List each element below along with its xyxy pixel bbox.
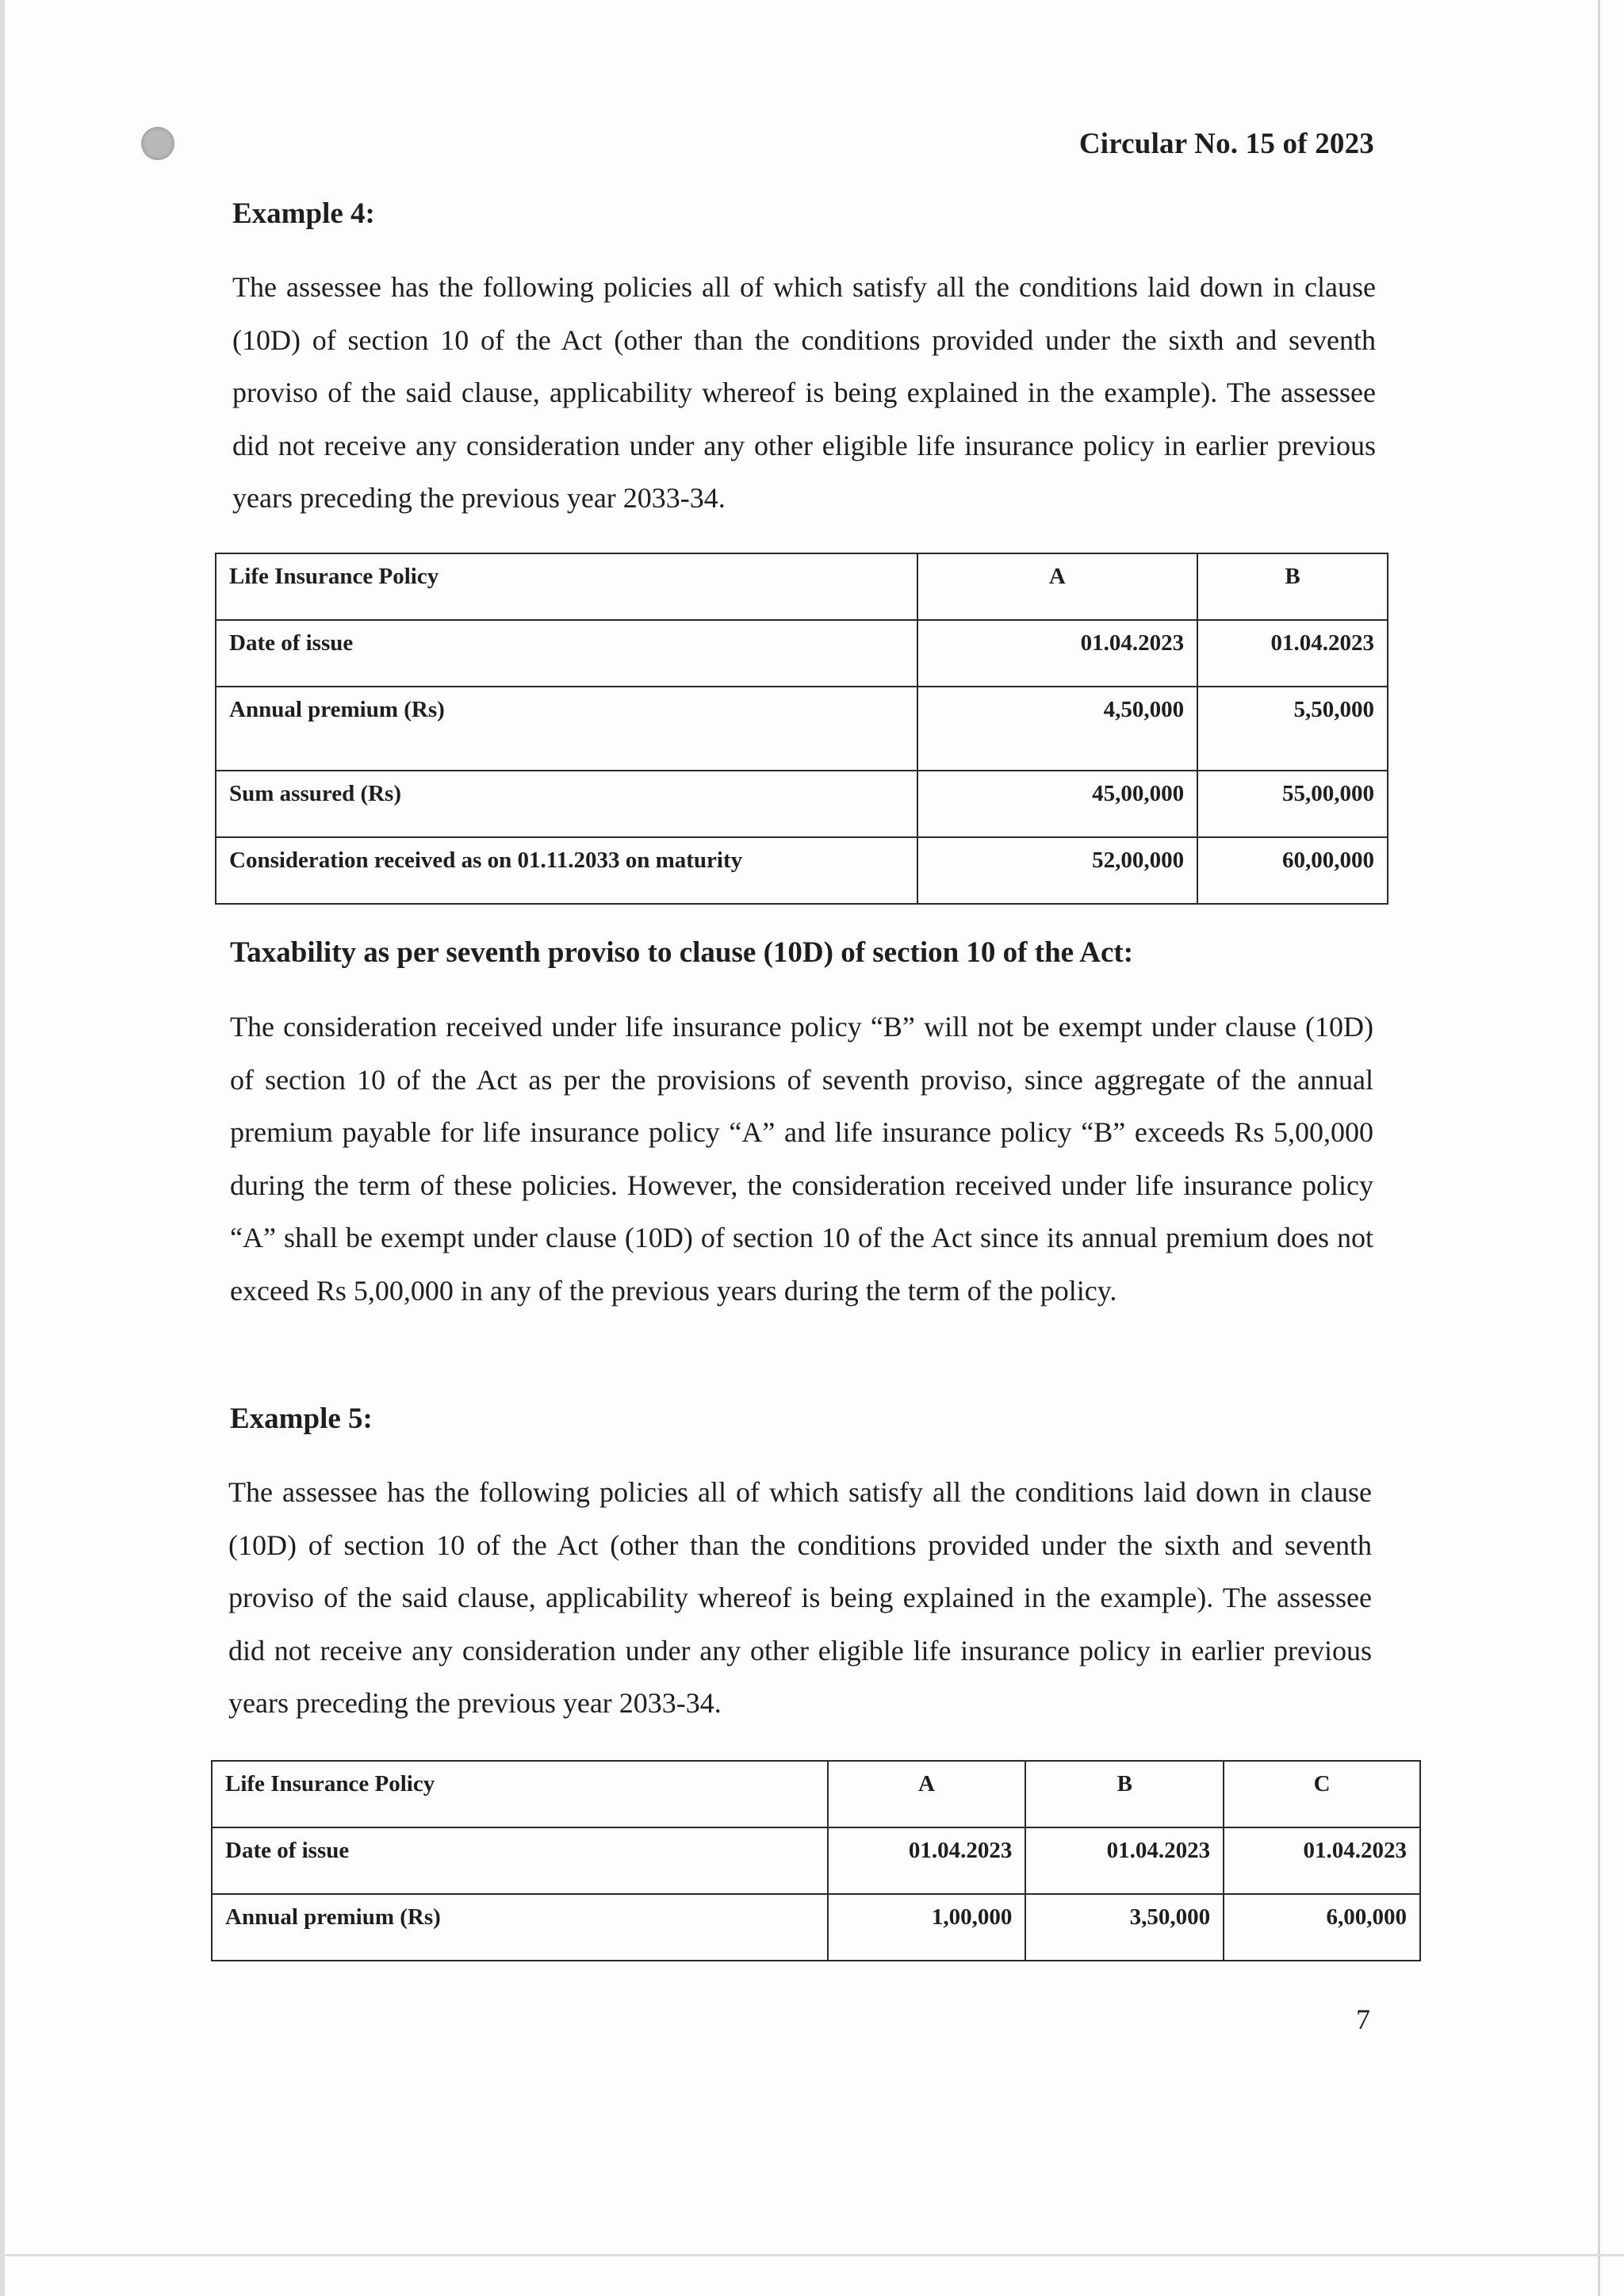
table-cell: 01.04.2023 [828,1827,1026,1894]
table-cell: 5,50,000 [1197,687,1388,771]
table-cell: 01.04.2023 [1025,1827,1224,1894]
punch-hole-mark [141,127,174,160]
table-cell: 4,50,000 [917,687,1198,771]
table-row [216,687,1388,771]
table-cell: Date of issue [216,620,917,687]
taxability-paragraph: The consideration received under life insurance policy “B” will not be exempt under clause (10D) of section 10 of the Act as per the provisions of seventh proviso, since aggregate of the annual premium payable for life insurance policy “A” and life insurance policy “B” exceeds Rs 5,00,000 during the term of these policies. However, the consideration received under life insurance policy “A” shall be exempt under clause (10D) of section 10 of the Act since its annual premium does not exceed Rs 5,00,000 in any of the previous years during the term of the policy. [230,1011,1373,1307]
table-cell: A [917,553,1198,620]
table-cell: 1,00,000 [828,1894,1026,1961]
page-edge-bottom [0,2254,1624,2256]
example-4-paragraph: The assessee has the following policies all of which satisfy all the conditions laid down in clause (10D) of section 10 of the Act (other than the conditions provided under the sixth and seventh proviso of the said clause, applicability whereof is being explained in the example). The assessee did not receive any consideration under any other eligible life insurance policy in earlier previous years preceding the previous year 2033-34. [232,271,1376,514]
table-cell: 3,50,000 [1025,1894,1224,1961]
table-cell: B [1197,553,1388,620]
table-cell: 01.04.2023 [1197,620,1388,687]
table-cell: 01.04.2023 [1224,1827,1420,1894]
page-edge-left [0,0,5,2296]
page-number: 7 [1356,2003,1370,2035]
table-header-row [212,1761,1420,1827]
table-cell: A [828,1761,1026,1827]
example-5-paragraph: The assessee has the following policies all of which satisfy all the conditions laid down in clause (10D) of section 10 of the Act (other than the conditions provided under the sixth and seventh proviso of the said clause, applicability whereof is being explained in the example). The assessee did not receive any consideration under any other eligible life insurance policy in earlier previous years preceding the previous year 2033-34. [228,1476,1372,1719]
table-cell: Life Insurance Policy [216,553,917,620]
table-cell: Consideration received as on 01.11.2033 on maturity [216,837,917,904]
table-row [212,1894,1420,1961]
table-cell: Date of issue [212,1827,828,1894]
example-4-table [215,553,1388,905]
table-cell: C [1224,1761,1420,1827]
table-cell: 52,00,000 [917,837,1198,904]
table-cell: Life Insurance Policy [212,1761,828,1827]
table-row [216,620,1388,687]
table-cell: 01.04.2023 [917,620,1198,687]
table-row [212,1827,1420,1894]
example-4-heading: Example 4: [232,197,375,230]
table-cell: 60,00,000 [1197,837,1388,904]
table-row [216,837,1388,904]
table-cell: B [1025,1761,1224,1827]
table-cell: Annual premium (Rs) [212,1894,828,1961]
table-header-row [216,553,1388,620]
circular-number: Circular No. 15 of 2023 [1078,128,1374,160]
example-5-table [211,1760,1421,1961]
table-cell: 45,00,000 [917,771,1198,837]
table-cell: Sum assured (Rs) [216,771,917,837]
table-row [216,771,1388,837]
table-cell: 55,00,000 [1197,771,1388,837]
page-edge-right [1598,0,1600,2296]
taxability-heading: Taxability as per seventh proviso to clause (10D) of section 10 of the Act: [230,936,1134,969]
table-cell: 6,00,000 [1224,1894,1420,1961]
table-cell: Annual premium (Rs) [216,687,917,771]
example-5-heading: Example 5: [230,1402,373,1435]
